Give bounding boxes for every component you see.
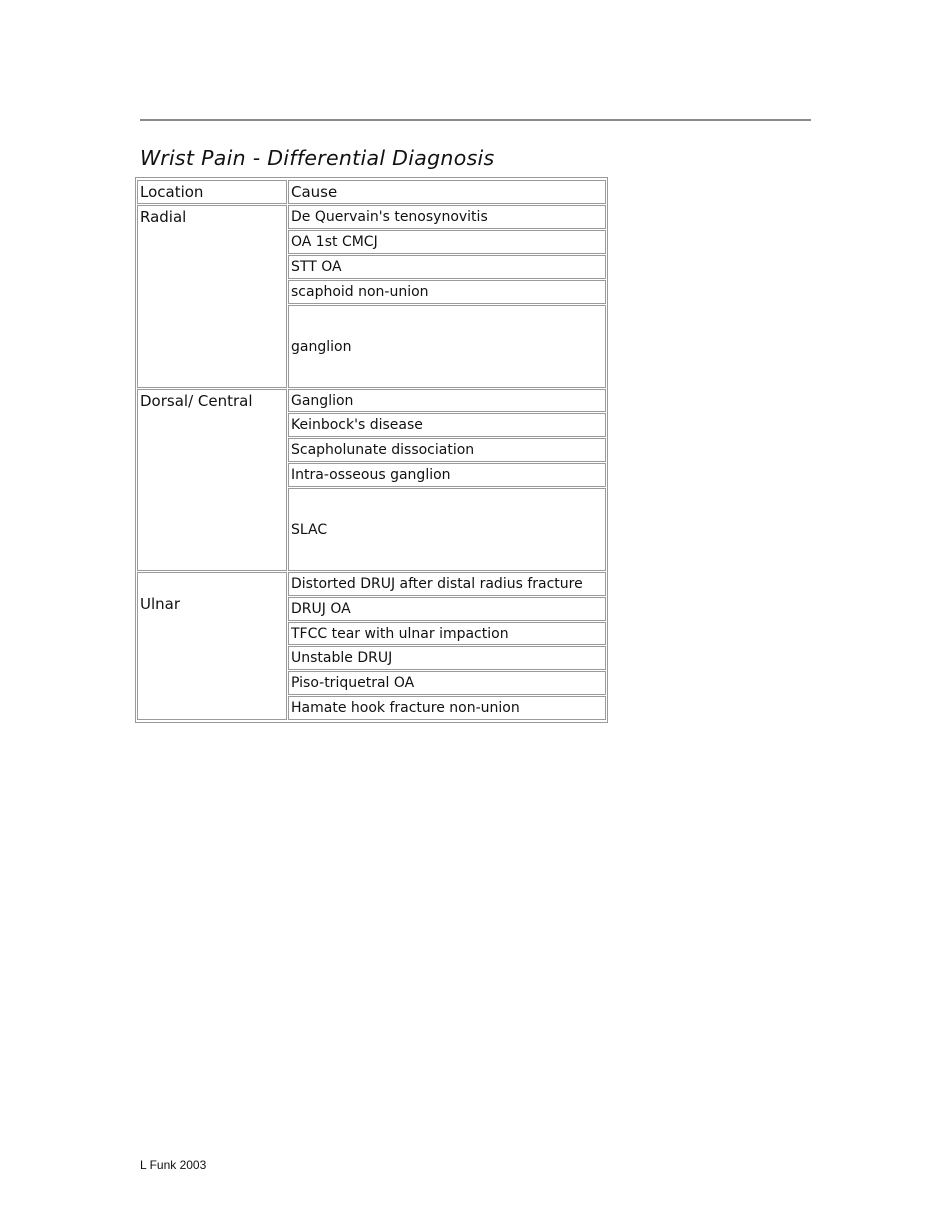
cause-cell: Scapholunate dissociation: [288, 438, 606, 462]
horizontal-rule: [140, 119, 811, 121]
cause-cell: ganglion: [288, 305, 606, 388]
cause-cell: Distorted DRUJ after distal radius fracture: [288, 572, 606, 596]
page-title: Wrist Pain - Differential Diagnosis: [140, 146, 495, 170]
cause-cell: SLAC: [288, 488, 606, 571]
cause-cell: Ganglion: [288, 389, 606, 412]
cause-cell: scaphoid non-union: [288, 280, 606, 304]
location-dorsal-central: Dorsal/ Central: [137, 389, 287, 571]
header-location: Location: [137, 180, 287, 204]
cause-cell: OA 1st CMCJ: [288, 230, 606, 254]
cause-cell: Unstable DRUJ: [288, 646, 606, 670]
cause-cell: Intra-osseous ganglion: [288, 463, 606, 487]
cause-cell: TFCC tear with ulnar impaction: [288, 622, 606, 645]
cause-cell: STT OA: [288, 255, 606, 279]
cause-cell: De Quervain's tenosynovitis: [288, 205, 606, 229]
location-radial: Radial: [137, 205, 287, 388]
footer-credit: L Funk 2003: [140, 1158, 207, 1172]
cause-cell: Keinbock's disease: [288, 413, 606, 437]
cause-cell: Piso-triquetral OA: [288, 671, 606, 695]
header-cause: Cause: [288, 180, 606, 204]
cause-cell: Hamate hook fracture non-union: [288, 696, 606, 720]
location-ulnar: Ulnar: [137, 572, 287, 720]
cause-cell: DRUJ OA: [288, 597, 606, 621]
